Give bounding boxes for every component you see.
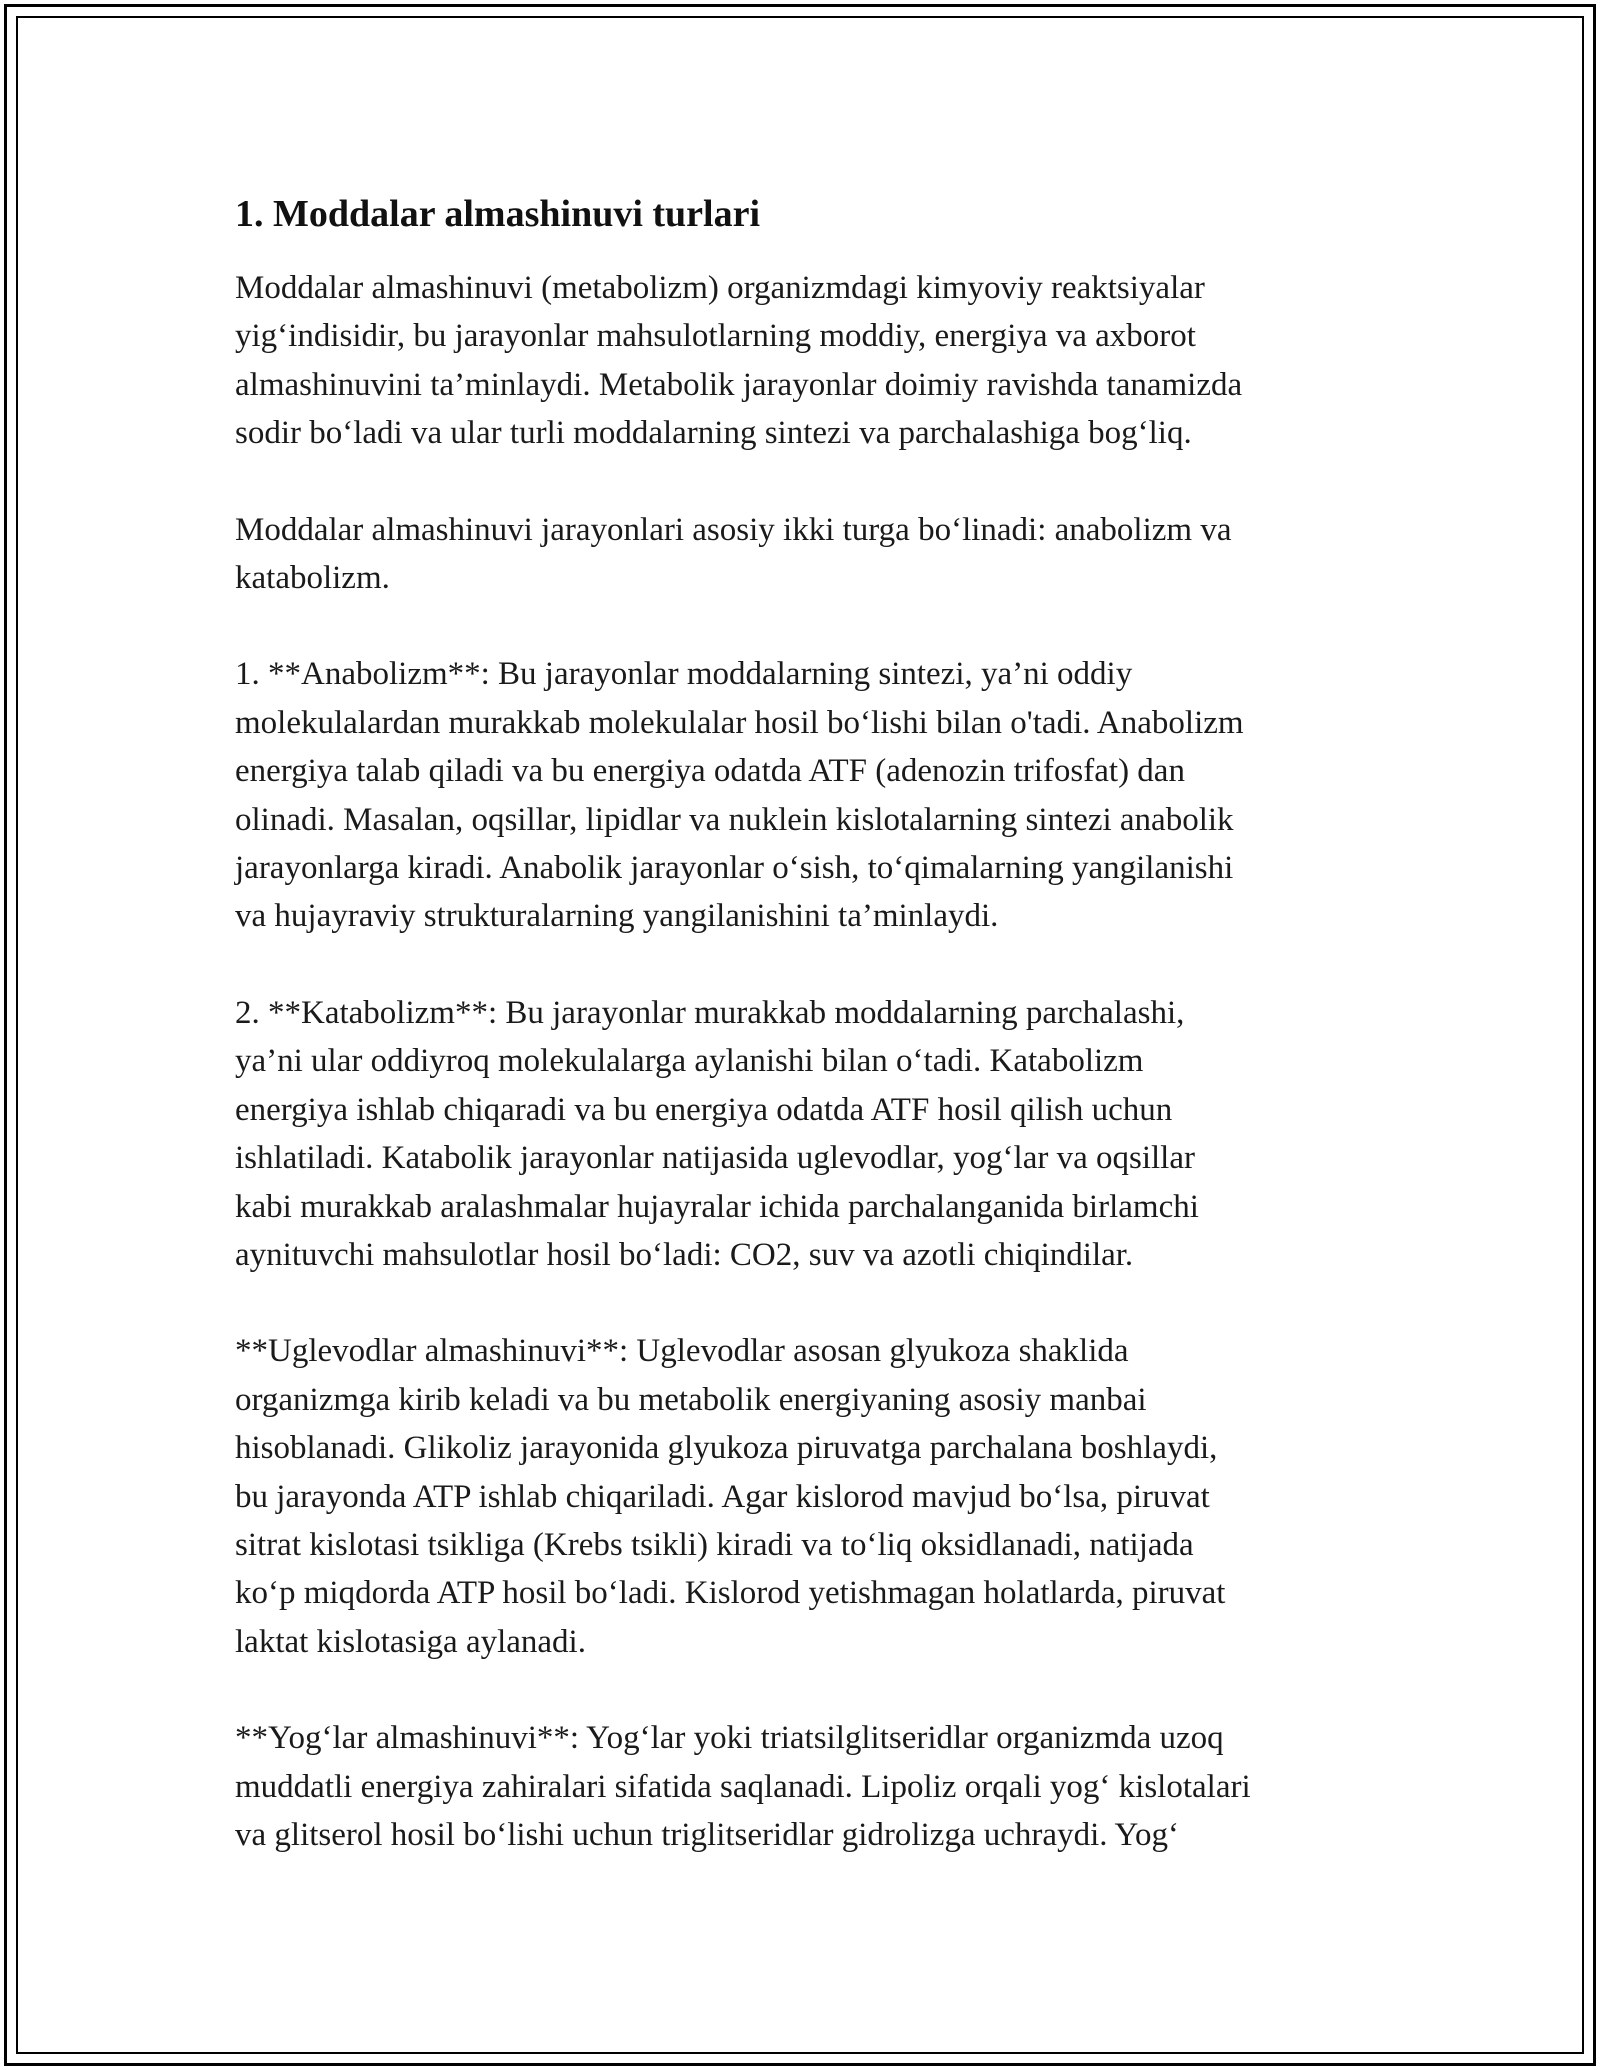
document-heading: 1. Moddalar almashinuvi turlari — [235, 193, 761, 235]
paragraph-two-types: Moddalar almashinuvi jarayonlari asosiy ikki turga bo‘linadi: anabolizm va katabolizm. — [235, 511, 1232, 597]
paragraph-catabolism: 2. **Katabolizm**: Bu jarayonlar murakkab moddalarning parchalashi, ya’ni ular oddiyroq molekulalarga aylanishi bilan o‘tadi. Katabolizm energiya ishlab chiqaradi va bu energiya odatda ATF hosil qilish uchun ishlatiladi. Katabolik jarayonlar natijasida uglevodlar, yog‘lar va oqsillar kabi murakkab aralashmalar hujayralar ichida parchalanganida birlamchi aynituvchi mahsulotlar hosil bo‘ladi: CO2, suv va azotli chiqindilar. — [235, 994, 1199, 1273]
document-body — [235, 188, 1375, 1907]
paragraph-carbohydrate-metabolism: **Uglevodlar almashinuvi**: Uglevodlar asosan glyukoza shaklida organizmga kirib keladi va bu metabolik energiyaning asosiy manbai hisoblanadi. Glikoliz jarayonida glyukoza piruvatga parchalana boshlaydi, bu jarayonda ATP ishlab chiqariladi. Agar kislorod mavjud bo‘lsa, piruvat sitrat kislotasi tsikliga (Krebs tsikli) kiradi va to‘liq oksidlanadi, natijada ko‘p miqdorda ATP hosil bo‘ladi. Kislorod yetishmagan holatlarda, piruvat laktat kislotasiga aylanadi. — [235, 1333, 1226, 1660]
paragraph-anabolism: 1. **Anabolizm**: Bu jarayonlar moddalarning sintezi, ya’ni oddiy molekulalardan murakkab molekulalar hosil bo‘lishi bilan o'tadi. Anabolizm energiya talab qiladi va bu energiya odatda ATF (adenozin trifosfat) dan olinadi. Masalan, oqsillar, lipidlar va nuklein kislotalarning sintezi anabolik jarayonlarga kiradi. Anabolik jarayonlar o‘sish, to‘qimalarning yangilanishi va hujayraviy strukturalarning yangilanishini ta’minlaydi. — [235, 656, 1244, 935]
paragraph-metabolism-intro: Moddalar almashinuvi (metabolizm) organizmdagi kimyoviy reaktsiyalar yig‘indisidir, bu jarayonlar mahsulotlarning moddiy, energiya va axborot almashinuvini ta’minlaydi. Metabolik jarayonlar doimiy ravishda tanamizda sodir bo‘ladi va ular turli moddalarning sintezi va parchalashiga bog‘liq. — [235, 270, 1243, 452]
paragraph-fat-metabolism: **Yog‘lar almashinuvi**: Yog‘lar yoki triatsilglitseridlar organizmda uzoq muddatli energiya zahiralari sifatida saqlanadi. Lipoliz orqali yog‘ kislotalari va glitserol hosil bo‘lishi uchun triglitseridlar gidrolizga uchraydi. Yog‘ — [235, 1720, 1251, 1853]
